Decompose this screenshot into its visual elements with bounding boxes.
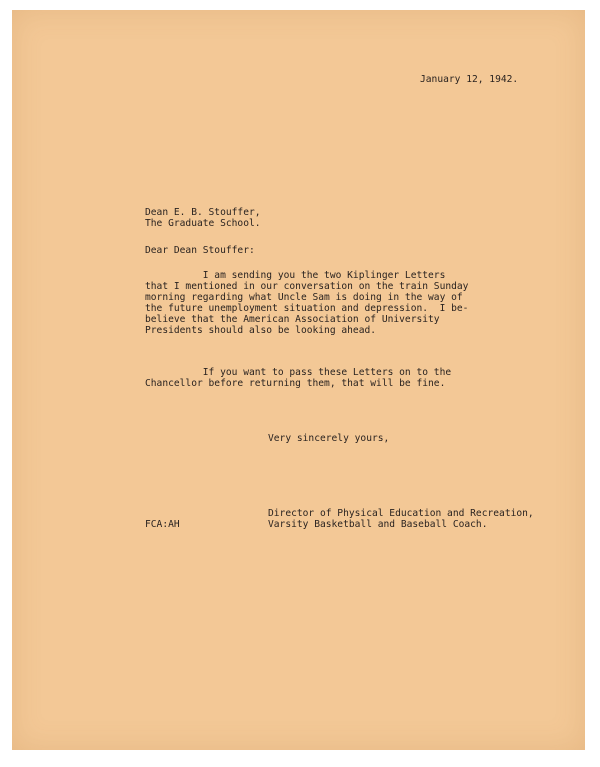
paragraph-line: morning regarding what Uncle Sam is doing in the way of [145,292,463,303]
paragraph-line: the future unemployment situation and depression. I be- [145,303,469,314]
salutation: Dear Dean Stouffer: [145,245,255,256]
paragraph-line: that I mentioned in our conversation on the train Sunday [145,281,469,292]
recipient-address [145,207,261,229]
paragraph-line: I am sending you the two Kiplinger Letters [145,270,446,281]
typist-initials: FCA:AH [145,519,180,530]
body-paragraph-2 [145,367,451,389]
signature-role: Varsity Basketball and Baseball Coach. [268,519,488,530]
letter-date: January 12, 1942. [420,74,519,85]
body-paragraph-1 [145,270,468,336]
paragraph-line: Chancellor before returning them, that will be fine. [145,378,446,389]
signature-title: Director of Physical Education and Recreation, [268,508,534,519]
recipient-department: The Graduate School. [145,218,261,229]
complimentary-closing: Very sincerely yours, [268,433,390,444]
signature-block [268,508,534,530]
paragraph-line: If you want to pass these Letters on to the [145,367,452,378]
paragraph-line: Presidents should also be looking ahead. [145,325,377,336]
recipient-name: Dean E. B. Stouffer, [145,207,261,218]
letter-page [12,10,585,750]
paragraph-line: believe that the American Association of University [145,314,440,325]
